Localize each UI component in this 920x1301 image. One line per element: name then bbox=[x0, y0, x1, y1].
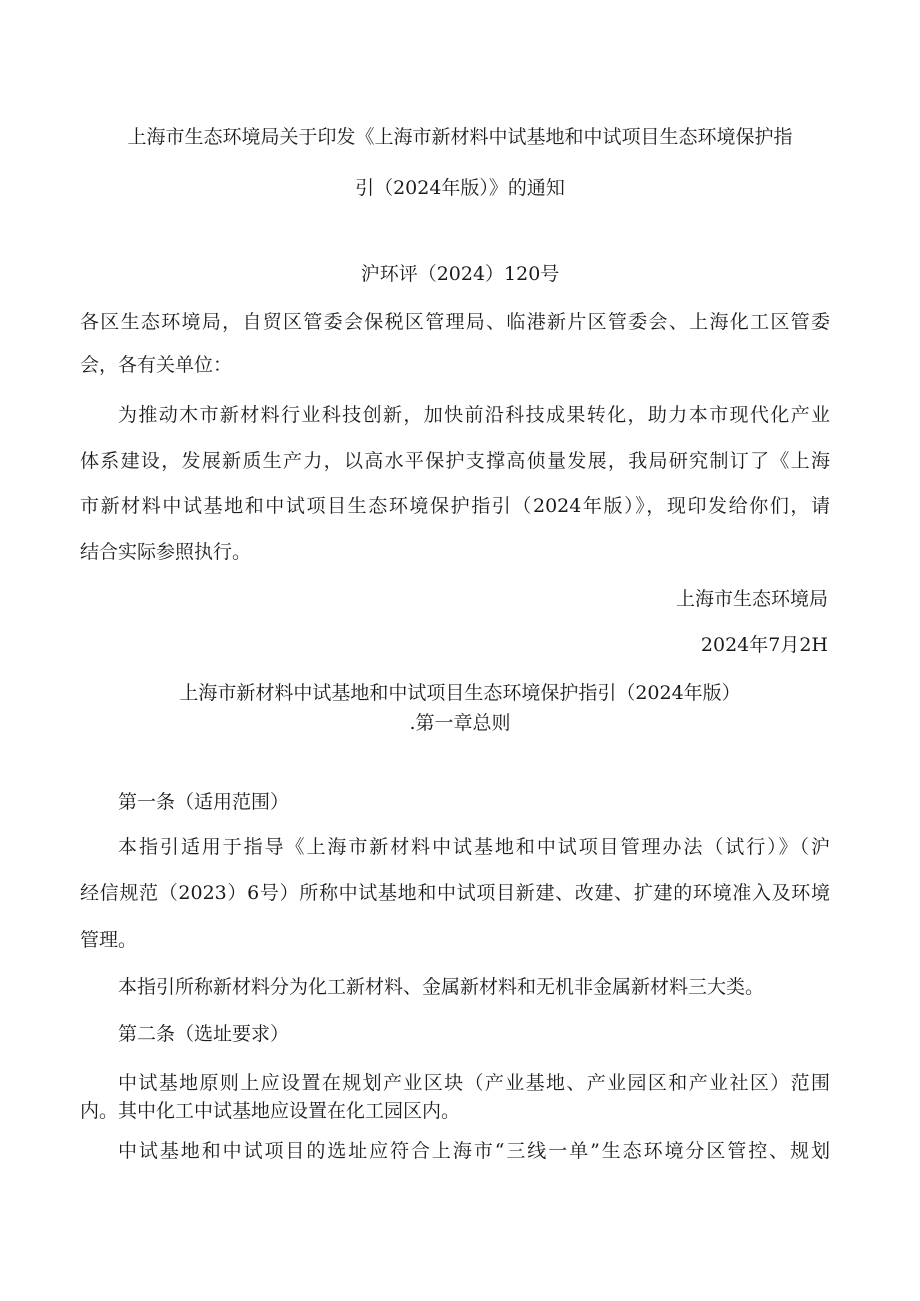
article-2-heading: 第二条（选址要求） bbox=[118, 1023, 290, 1045]
article-2-paragraph-2-line-1: 中试基地和中试项目的选址应符合上海市“三线一单”生态环境分区管控、规划 bbox=[118, 1140, 830, 1162]
article-2-paragraph-1-line-1: 中试基地原则上应设置在规划产业区块（产业基地、产业园区和产业社区）范围 bbox=[118, 1072, 830, 1094]
notice-body-line-2: 体系建设，发展新质生产力，以高水平保护支撑高侦量发展，我局研究制订了《上海 bbox=[80, 450, 830, 472]
addressee-line-2: 会，各有关单位： bbox=[80, 354, 233, 376]
notice-body-line-1: 为推动木市新材料行业科技创新，加快前沿科技成果转化，助力本市现代化产业 bbox=[118, 404, 830, 426]
chapter-heading: .第一章总则 bbox=[409, 712, 511, 734]
issuer-signature: 上海市生态环境局 bbox=[675, 588, 828, 610]
notice-body-line-3: 市新材料中试基地和中试项目生态环境保护指引（2024年版）》，现印发给你们，请 bbox=[80, 495, 830, 517]
article-1-paragraph-1-line-2: 经信规范（2023）6号）所称中试基地和中试项目新建、改建、扩建的环境准入及环境 bbox=[80, 882, 830, 904]
issue-date: 2024年7月2H bbox=[700, 634, 828, 656]
notice-body-line-4: 结合实际参照执行。 bbox=[80, 541, 252, 563]
article-2-paragraph-1-line-2: 内。其中化工中试基地应设置在化工园区内。 bbox=[80, 1100, 461, 1122]
article-1-heading: 第一条（适用范围） bbox=[118, 791, 290, 813]
document-number: 沪环评（2024）120号 bbox=[360, 263, 560, 285]
guideline-title: 上海市新材料中试基地和中试项目生态环境保护指引（2024年版） bbox=[179, 682, 741, 704]
article-1-paragraph-1-line-3: 管理。 bbox=[80, 929, 138, 951]
article-1-paragraph-2: 本指引所称新材料分为化工新材料、金属新材料和无机非金属新材料三大类。 bbox=[118, 976, 765, 998]
addressee-line-1: 各区生态环境局，自贸区管委会保税区管理局、临港新片区管委会、上海化工区管委 bbox=[80, 311, 830, 333]
article-1-paragraph-1-line-1: 本指引适用于指导《上海市新材料中试基地和中试项目管理办法（试行）》（沪 bbox=[118, 836, 830, 858]
notice-title-line-2: 引（2024年版）》的通知 bbox=[355, 177, 565, 199]
notice-title-line-1: 上海市生态环境局关于印发《上海市新材料中试基地和中试项目生态环境保护指 bbox=[127, 126, 793, 148]
